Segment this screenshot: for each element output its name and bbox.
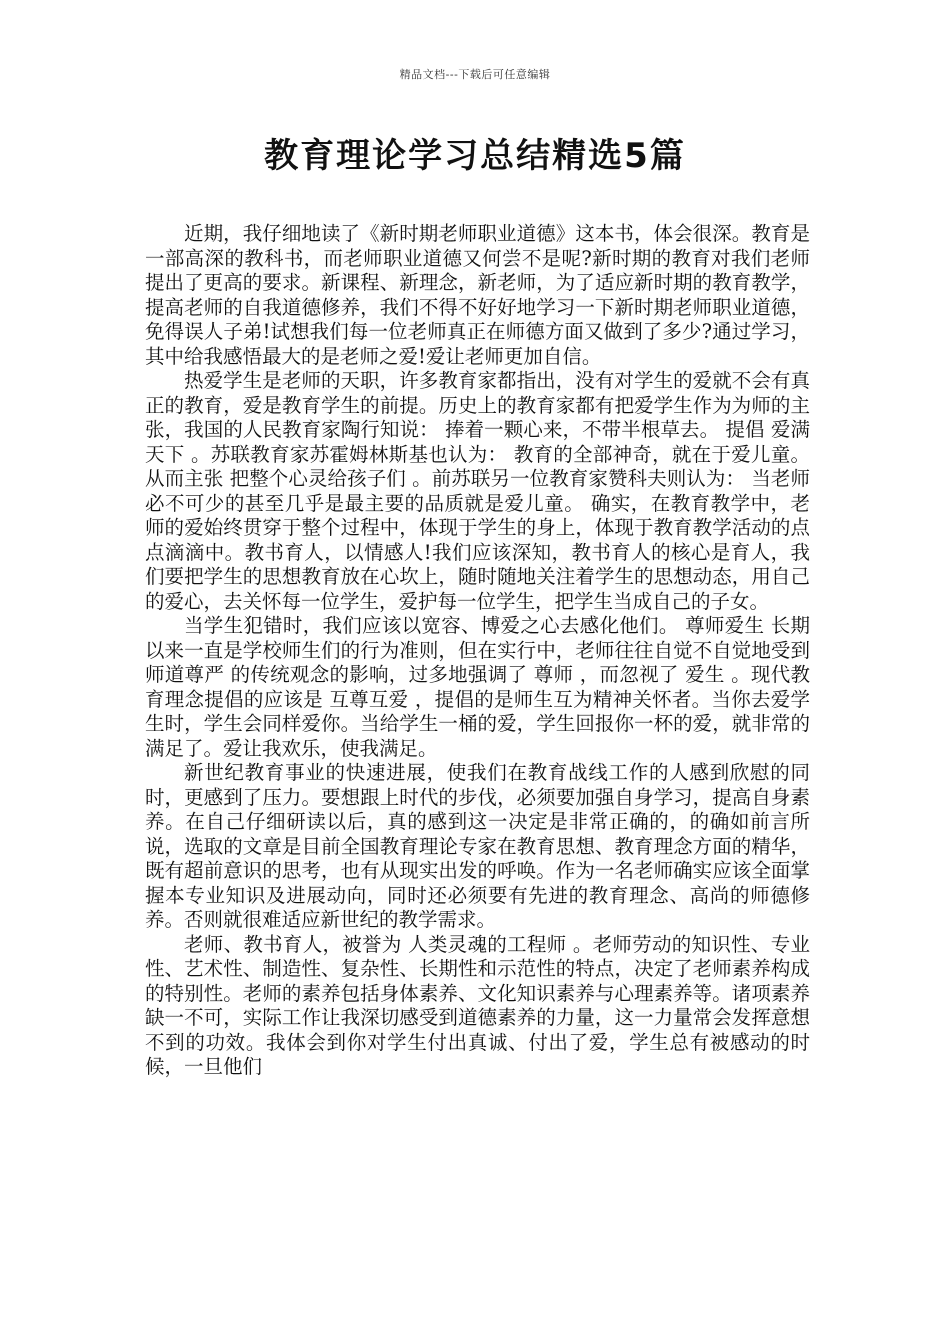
paragraph: 近期，我仔细地读了《新时期老师职业道德》这本书，体会很深。教育是一部高深的教科书，而老师职业道德又何尝不是呢?新时期的教育对我们老师提出了更高的要求。新课程、新理念，新老师，为了适应新时期的教育教学，提高老师的自我道德修养，我们不得不好好地学习一下新时期老师职业道德，免得误人子弟!试想我们每一位老师真正在师德方面又做到了多少?通过学习，其中给我感悟最大的是老师之爱!爱让老师更加自信。 <box>145 222 810 368</box>
paragraph: 新世纪教育事业的快速进展，使我们在教育战线工作的人感到欣慰的同时，更感到了压力。要想跟上时代的步伐，必须要加强自身学习，提高自身素养。在自己仔细研读以后，真的感到这一决定是非常正确的，的确如前言所说，选取的文章是目前全国教育理论专家在教育思想、教育理念方面的精华，既有超前意识的思考，也有从现实出发的呼唤。作为一名老师确实应该全面掌握本专业知识及进展动向，同时还必须要有先进的教育理念、高尚的师德修养。否则就很难适应新世纪的教学需求。 <box>145 761 810 931</box>
document-title: 教育理论学习总结精选5篇 <box>264 136 686 176</box>
paragraph: 热爱学生是老师的天职，许多教育家都指出，没有对学生的爱就不会有真正的教育，爱是教育学生的前提。历史上的教育家都有把爱学生作为为师的主张，我国的人民教育家陶行知说： 捧着一颗心来，不带半根草去。 提倡 爱满天下 。苏联教育家苏霍姆林斯基也认为： 教育的全部神奇，就在于爱儿童。 从而主张 把整个心灵给孩子们 。前苏联另一位教育家赞科夫则认为： 当老师必不可少的甚至几乎是最主要的品质就是爱儿童。 确实，在教育教学中，老师的爱始终贯穿于整个过程中，体现于学生的身上，体现于教育教学活动的点点滴滴中。教书育人，以情感人!我们应该深知，教书育人的核心是育人，我们要把学生的思想教育放在心坎上，随时随地关注着学生的思想动态，用自己的爱心，去关怀每一位学生，爱护每一位学生，把学生当成自己的子女。 <box>145 369 810 613</box>
document-body <box>145 222 810 1080</box>
header-note: 精品文档---下载后可任意编辑 <box>399 68 551 81</box>
paragraph: 老师、教书育人，被誉为 人类灵魂的工程师 。老师劳动的知识性、专业性、艺术性、制造性、复杂性、长期性和示范性的特点，决定了老师素养构成的特别性。老师的素养包括身体素养、文化知识素养与心理素养等。诸项素养缺一不可，实际工作让我深切感受到道德素养的力量，这一力量常会发挥意想不到的功效。我体会到你对学生付出真诚、付出了爱，学生总有被感动的时候，一旦他们 <box>145 932 810 1078</box>
paragraph: 当学生犯错时，我们应该以宽容、博爱之心去感化他们。 尊师爱生 长期以来一直是学校师生们的行为准则，但在实行中，老师往往自觉不自觉地受到 师道尊严 的传统观念的影响，过多地强调了 尊师 ，而忽视了 爱生 。现代教育理念提倡的应该是 互尊互爱 ，提倡的是师生互为精神关怀者。当你去爱学生时，学生会同样爱你。当给学生一桶的爱，学生回报你一杯的爱，就非常的满足了。爱让我欢乐，使我满足。 <box>145 614 810 760</box>
